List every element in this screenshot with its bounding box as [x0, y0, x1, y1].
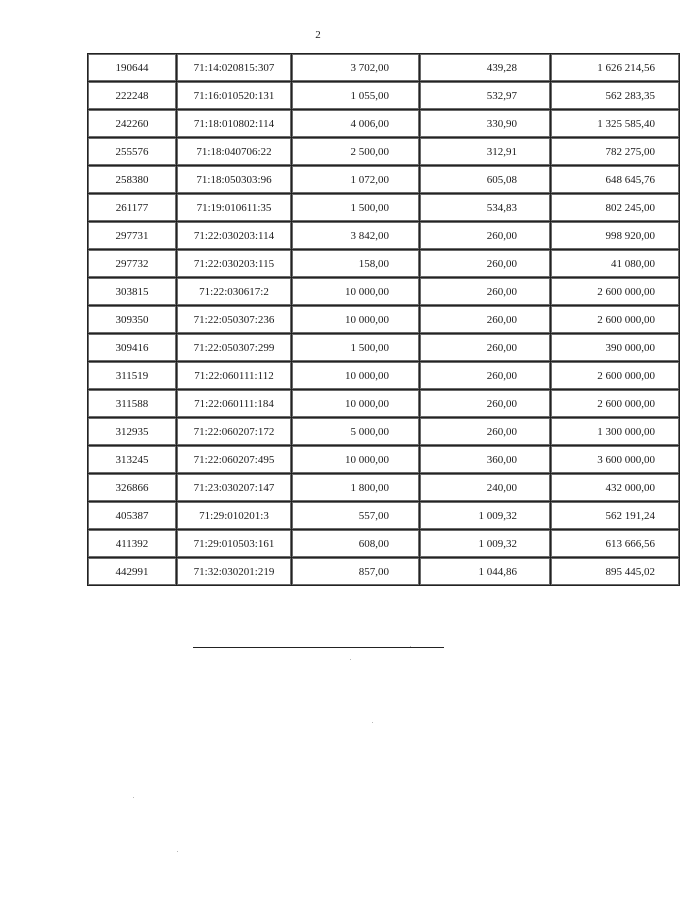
table-body [88, 54, 680, 586]
cell-price: 260,00 [420, 418, 551, 446]
cell-area: 10 000,00 [292, 278, 420, 306]
scan-speck [410, 646, 411, 647]
cell-area: 1 500,00 [292, 334, 420, 362]
cell-object-id: 311519 [88, 362, 177, 390]
cell-area: 5 000,00 [292, 418, 420, 446]
table-row [88, 110, 680, 138]
cell-price: 1 044,86 [420, 558, 551, 586]
cell-total: 802 245,00 [551, 194, 680, 222]
cell-cadastral-number: 71:18:010802:114 [177, 110, 292, 138]
table-row [88, 138, 680, 166]
cell-object-id: 313245 [88, 446, 177, 474]
cell-total: 3 600 000,00 [551, 446, 680, 474]
table-row [88, 334, 680, 362]
table-row [88, 222, 680, 250]
table-row [88, 278, 680, 306]
cell-area: 1 072,00 [292, 166, 420, 194]
cell-total: 432 000,00 [551, 474, 680, 502]
table-row [88, 446, 680, 474]
cell-object-id: 311588 [88, 390, 177, 418]
cell-cadastral-number: 71:22:060111:184 [177, 390, 292, 418]
cell-price: 534,83 [420, 194, 551, 222]
cell-object-id: 309350 [88, 306, 177, 334]
cell-cadastral-number: 71:19:010611:35 [177, 194, 292, 222]
cell-area: 1 800,00 [292, 474, 420, 502]
cell-cadastral-number: 71:22:060111:112 [177, 362, 292, 390]
cell-area: 557,00 [292, 502, 420, 530]
cell-price: 260,00 [420, 306, 551, 334]
cell-cadastral-number: 71:14:020815:307 [177, 54, 292, 82]
land-plots-table [87, 53, 680, 586]
cell-cadastral-number: 71:22:030203:115 [177, 250, 292, 278]
cell-price: 439,28 [420, 54, 551, 82]
cell-price: 260,00 [420, 334, 551, 362]
cell-total: 613 666,56 [551, 530, 680, 558]
cell-price: 260,00 [420, 250, 551, 278]
table-row [88, 54, 680, 82]
cell-cadastral-number: 71:18:040706:22 [177, 138, 292, 166]
table-row [88, 250, 680, 278]
cell-price: 1 009,32 [420, 502, 551, 530]
cell-area: 1 500,00 [292, 194, 420, 222]
cell-price: 330,90 [420, 110, 551, 138]
cell-object-id: 297732 [88, 250, 177, 278]
cell-area: 1 055,00 [292, 82, 420, 110]
cell-area: 10 000,00 [292, 306, 420, 334]
cell-total: 1 626 214,56 [551, 54, 680, 82]
cell-area: 857,00 [292, 558, 420, 586]
cell-cadastral-number: 71:22:050307:299 [177, 334, 292, 362]
table-row [88, 306, 680, 334]
cell-area: 10 000,00 [292, 390, 420, 418]
cell-cadastral-number: 71:18:050303:96 [177, 166, 292, 194]
table-row [88, 194, 680, 222]
cell-price: 312,91 [420, 138, 551, 166]
cell-price: 532,97 [420, 82, 551, 110]
cell-cadastral-number: 71:22:030617:2 [177, 278, 292, 306]
cell-total: 998 920,00 [551, 222, 680, 250]
cell-cadastral-number: 71:16:010520:131 [177, 82, 292, 110]
cell-object-id: 242260 [88, 110, 177, 138]
cell-total: 2 600 000,00 [551, 362, 680, 390]
cell-object-id: 261177 [88, 194, 177, 222]
cell-cadastral-number: 71:32:030201:219 [177, 558, 292, 586]
cell-total: 562 191,24 [551, 502, 680, 530]
cell-total: 41 080,00 [551, 250, 680, 278]
cell-total: 648 645,76 [551, 166, 680, 194]
cell-cadastral-number: 71:22:050307:236 [177, 306, 292, 334]
cell-total: 390 000,00 [551, 334, 680, 362]
table-row [88, 390, 680, 418]
table-row [88, 82, 680, 110]
cell-object-id: 303815 [88, 278, 177, 306]
signature-line [193, 647, 444, 648]
cell-total: 2 600 000,00 [551, 390, 680, 418]
cell-price: 260,00 [420, 362, 551, 390]
cell-object-id: 411392 [88, 530, 177, 558]
cell-area: 3 702,00 [292, 54, 420, 82]
cell-area: 4 006,00 [292, 110, 420, 138]
cell-object-id: 405387 [88, 502, 177, 530]
cell-object-id: 222248 [88, 82, 177, 110]
table-row [88, 166, 680, 194]
cell-total: 1 300 000,00 [551, 418, 680, 446]
cell-area: 158,00 [292, 250, 420, 278]
cell-cadastral-number: 71:22:060207:495 [177, 446, 292, 474]
table-row [88, 362, 680, 390]
cell-total: 562 283,35 [551, 82, 680, 110]
cell-area: 10 000,00 [292, 362, 420, 390]
cell-total: 895 445,02 [551, 558, 680, 586]
cell-object-id: 309416 [88, 334, 177, 362]
cell-total: 2 600 000,00 [551, 278, 680, 306]
cell-object-id: 442991 [88, 558, 177, 586]
cell-cadastral-number: 71:22:060207:172 [177, 418, 292, 446]
cell-area: 608,00 [292, 530, 420, 558]
cell-object-id: 297731 [88, 222, 177, 250]
cell-price: 260,00 [420, 390, 551, 418]
cell-object-id: 255576 [88, 138, 177, 166]
cell-cadastral-number: 71:23:030207:147 [177, 474, 292, 502]
scan-speck [133, 797, 134, 798]
cell-total: 2 600 000,00 [551, 306, 680, 334]
scan-speck [177, 851, 178, 852]
cell-total: 782 275,00 [551, 138, 680, 166]
table-row [88, 558, 680, 586]
cell-object-id: 312935 [88, 418, 177, 446]
scan-speck [372, 722, 373, 723]
table-row [88, 474, 680, 502]
cell-price: 605,08 [420, 166, 551, 194]
cell-price: 1 009,32 [420, 530, 551, 558]
cell-price: 360,00 [420, 446, 551, 474]
cell-cadastral-number: 71:22:030203:114 [177, 222, 292, 250]
table-row [88, 502, 680, 530]
scan-speck [350, 659, 351, 660]
cell-area: 10 000,00 [292, 446, 420, 474]
cell-price: 260,00 [420, 222, 551, 250]
page-number: 2 [315, 29, 321, 41]
cell-cadastral-number: 71:29:010503:161 [177, 530, 292, 558]
cell-total: 1 325 585,40 [551, 110, 680, 138]
cell-object-id: 326866 [88, 474, 177, 502]
cell-object-id: 190644 [88, 54, 177, 82]
cell-area: 3 842,00 [292, 222, 420, 250]
cell-cadastral-number: 71:29:010201:3 [177, 502, 292, 530]
cell-object-id: 258380 [88, 166, 177, 194]
cell-area: 2 500,00 [292, 138, 420, 166]
cell-price: 260,00 [420, 278, 551, 306]
cell-price: 240,00 [420, 474, 551, 502]
table-row [88, 418, 680, 446]
table-row [88, 530, 680, 558]
